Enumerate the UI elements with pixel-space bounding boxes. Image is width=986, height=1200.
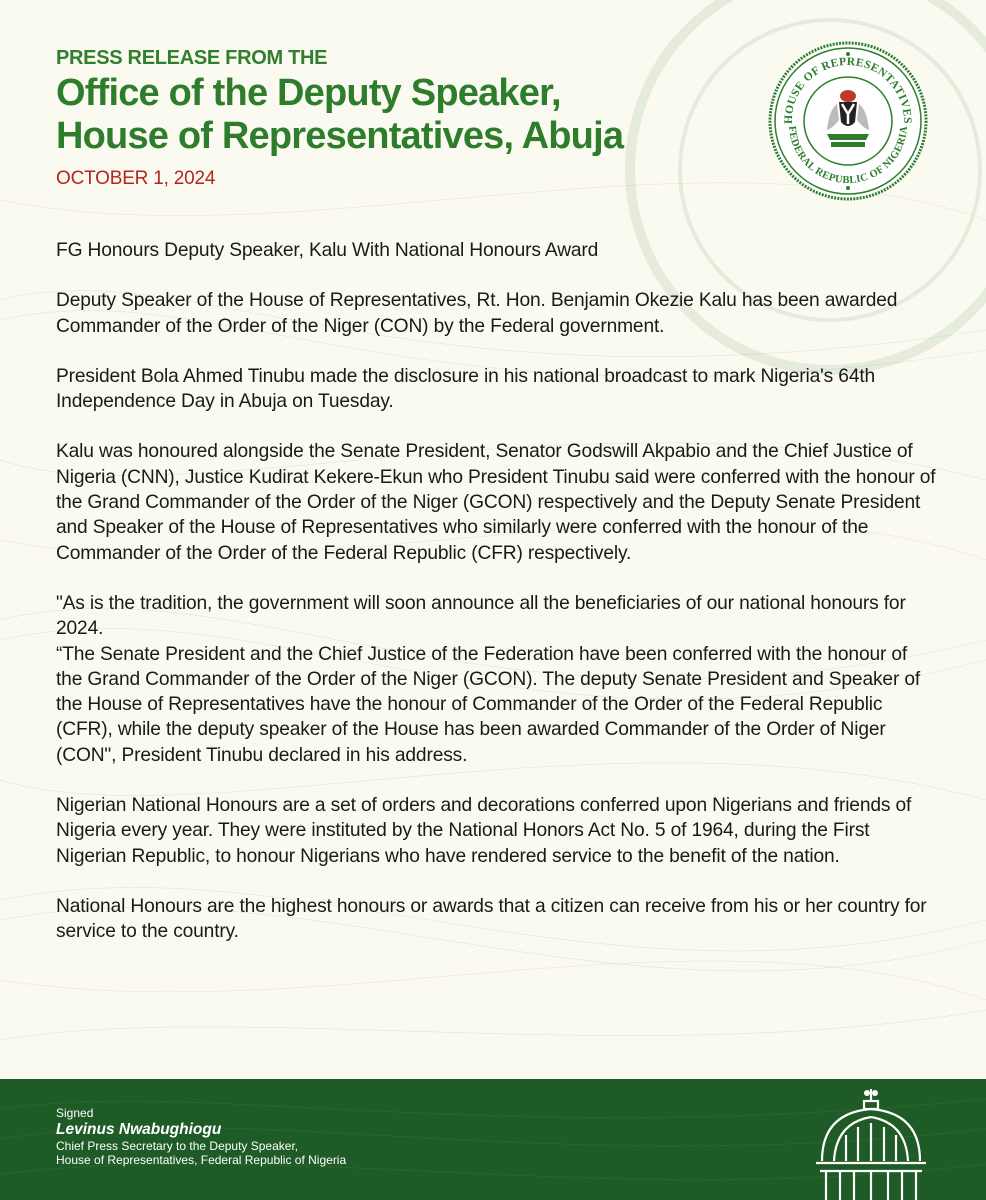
paragraph-4a: "As is the tradition, the government will soon announce all the beneficiaries of our national honours for 2024.	[56, 592, 906, 640]
title-line-1: Office of the Deputy Speaker,	[56, 72, 561, 114]
press-release-body	[56, 238, 936, 970]
signatory-role-line-2: House of Representatives, Federal Republic of Nigeria	[56, 1153, 347, 1167]
footer	[0, 1079, 986, 1200]
kicker-text: PRESS RELEASE FROM THE	[56, 47, 328, 69]
paragraph-3: Kalu was honoured alongside the Senate President, Senator Godswill Akpabio and the Chief Justice of Nigeria (CNN), Justice Kudirat Kekere-Ekun who President Tinubu said were conferred with the honour of the Grand Commander of the Order of the Niger (GCON) respectively and the Deputy Senate President and Speaker of the House of Representatives who similarly were conferred with the honour of the Commander of the Order of the Federal Republic (CFR) respectively.	[56, 441, 936, 564]
signatory-name: Levinus Nwabughiogu	[56, 1121, 222, 1138]
house-of-representatives-seal	[767, 40, 929, 202]
signature-block	[56, 1106, 346, 1167]
national-assembly-dome-icon	[812, 1083, 930, 1200]
headline: FG Honours Deputy Speaker, Kalu With National Honours Award	[56, 240, 599, 261]
page-title	[56, 72, 623, 158]
signatory-role-line-1: Chief Press Secretary to the Deputy Speaker,	[56, 1139, 299, 1153]
release-date: OCTOBER 1, 2024	[56, 168, 216, 189]
paragraph-6: National Honours are the highest honours or awards that a citizen can receive from his or her country for service to the country.	[56, 895, 927, 943]
paragraph-5: Nigerian National Honours are a set of orders and decorations conferred upon Nigerians and friends of Nigeria every year. They were instituted by the National Honors Act No. 5 of 1964, during the First Nigerian Republic, to honour Nigerians who have rendered service to the benefit of the nation.	[56, 795, 912, 867]
title-line-2: House of Representatives, Abuja	[56, 115, 624, 157]
svg-text:HOUSE OF REPRESENTATIVES: HOUSE OF REPRESENTATIVES	[782, 55, 914, 125]
paragraph-4b: “The Senate President and the Chief Justice of the Federation have been conferred with the honour of the Grand Commander of the Order of the Niger (GCON). The deputy Senate President and Speaker of the House of Representatives have the honour of Commander of the Order of the Federal Republic (CFR), while the deputy speaker of the House has been awarded Commander of the Order of Niger (CON", President Tinubu declared in his address.	[56, 643, 921, 766]
paragraph-1: Deputy Speaker of the House of Representatives, Rt. Hon. Benjamin Okezie Kalu has been awarded Commander of the Order of the Niger (CON) by the Federal government.	[56, 290, 898, 337]
signed-label: Signed	[56, 1106, 94, 1120]
svg-text:FEDERAL REPUBLIC OF NIGERIA: FEDERAL REPUBLIC OF NIGERIA	[785, 125, 911, 187]
paragraph-2: President Bola Ahmed Tinubu made the disclosure in his national broadcast to mark Nigeria's 64th Independence Day in Abuja on Tuesday.	[56, 365, 876, 413]
press-release-header	[56, 46, 623, 190]
